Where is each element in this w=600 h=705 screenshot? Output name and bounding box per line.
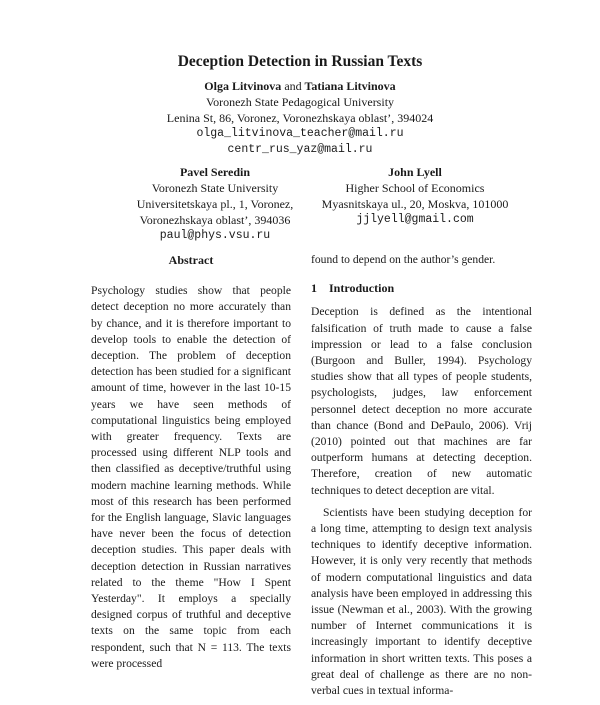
affiliation-top: Voronezh State Pedagogical University: [205, 95, 395, 109]
abstract-heading: Abstract: [168, 253, 214, 267]
left-column: [91, 252, 291, 678]
author-names-line: [100, 78, 500, 94]
section-heading: [311, 280, 532, 296]
email-olga: olga_litvinova_teacher@mail.ru: [196, 127, 404, 140]
affiliation-right: Higher School of Economics: [345, 181, 485, 195]
abstract-text: Psychology studies show that people detect deception no more accurately than by chance, and it is therefore important to develop tools to enable the detection of deception. The problem of deception detection has been studied for a significant amount of time, however in the last 10-15 years we have seen methods of computational linguistics being employed with greater frequency. Texts are processed using different NLP tools and then classified as deceptive/truthful using modern machine learning methods. While most of this research has been performed for the English language, Slavic languages have never been the focus of detection deception studies. This paper deals with deception detection in Russian narratives related to the theme "How I Spent Yesterday". It employs a specially designed corpus of truthful and deceptive texts on the same topic from each respondent, such that N = 113. The texts were processed: [91, 284, 291, 670]
intro-paragraph-1: Deception is defined as the intentional falsification of truth made to cause a false impression or lead to a false conclusion (Burgoon and Buller, 1994). Psychology studies show that all types of people students, psychologists, judges, law enforcement personnel detect deception no more accurate than chance (Bond and DePaulo, 2006). Vrij (2010) pointed out that machines are far outperform humans at detecting deception. Therefore, creation of new automatic techniques to detect deception are vital.: [311, 305, 532, 497]
right-column: [311, 252, 532, 705]
email-pavel: paul@phys.vsu.ru: [159, 229, 271, 242]
address-right: Myasnitskaya ul., 20, Moskva, 101000: [321, 197, 509, 211]
author-block-top: [100, 78, 500, 158]
address-left-2: Voronezhskaya oblast’, 394036: [139, 213, 291, 227]
continuation-text: found to depend on the author’s gender.: [311, 253, 496, 266]
author-john: John Lyell: [388, 165, 442, 179]
author-tatiana: Tatiana Litvinova: [304, 79, 396, 93]
email-centr: centr_rus_yaz@mail.ru: [227, 143, 373, 156]
intro-paragraph-2: Scientists have been studying deception for a long time, attempting to design text analysis techniques to identify deceptive information. However, it is only very recently that methods of modern computational linguistics and data analysis have been employed in addressing this issue (Newman et al., 2003). With the growing number of Internet communications it is increasingly important to identify deceptive information in short written texts. This poses a great deal of challenge as there are no non-verbal cues in textual informa-: [311, 505, 532, 698]
author-olga: Olga Litvinova: [204, 79, 282, 93]
email-john: jjlyell@gmail.com: [356, 213, 474, 226]
section-number: 1: [311, 281, 317, 296]
author-block-right: [300, 164, 530, 228]
section-title: Introduction: [329, 281, 395, 296]
author-conjunction: and: [284, 79, 302, 93]
author-block-left: [100, 164, 330, 244]
author-pavel: Pavel Seredin: [179, 165, 251, 179]
paper-title: Deception Detection in Russian Texts: [177, 53, 423, 70]
address-top: Lenina St, 86, Voronez, Voronezhskaya oblast’, 394024: [166, 111, 434, 125]
affiliation-left: Voronezh State University: [151, 181, 279, 195]
address-left-1: Universitetskaya pl., 1, Voronez,: [136, 197, 294, 211]
